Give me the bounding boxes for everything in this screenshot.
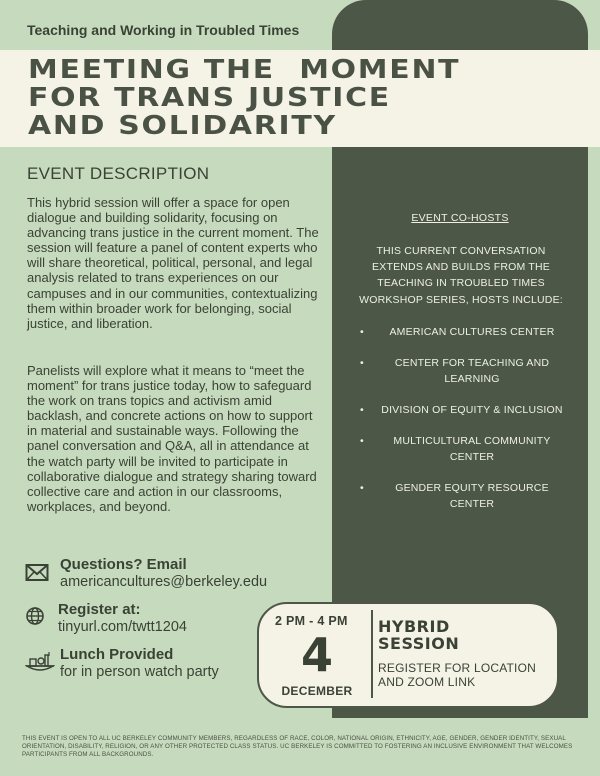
list-item (350, 402, 572, 418)
event-description-heading: EVENT DESCRIPTION (27, 164, 210, 183)
list-item (350, 433, 572, 465)
lunch-label: Lunch Provided (60, 646, 174, 663)
bullet-icon: • (360, 357, 364, 370)
list-item (350, 324, 572, 340)
register-note: REGISTER FOR LOCATION AND ZOOM LINK (378, 661, 536, 689)
description-paragraph: This hybrid session will offer a space for open dialogue and building solidarity, focusing on advancing trans justice in the current moment. The session will feature a panel of content experts who will share theoretical, political, personal, and legal analysis related to trans experiences on our campuses and in our communities, contextualizing them within broader work for belonging, social justice, and liberation. (27, 195, 319, 331)
description-paragraph: Panelists will explore what it means to “meet the moment” for trans justice today, how to safeguard the work on trans topics and activism amid backlash, and concrete actions on how to support in material and sustainable ways. Following the panel conversation and Q&A, all in attendance at the watch party will be invited to participate in collaborative dialogue and strategy sharing toward collective care and action in our classrooms, workplaces, and beyond. (27, 363, 317, 514)
host-name: DIVISION OF EQUITY & INCLUSION (381, 403, 563, 416)
event-format-line: HYBRID (378, 617, 450, 636)
bullet-icon: • (360, 434, 364, 447)
bullet-icon: • (360, 482, 364, 495)
globe-icon (25, 601, 47, 636)
event-format (378, 618, 459, 652)
host-name: MULTICULTURAL COMMUNITY CENTER (393, 434, 551, 464)
event-date-card (257, 602, 559, 708)
list-item (350, 480, 572, 512)
headline-line: AND SOLIDARITY (28, 111, 337, 141)
meal-icon (25, 646, 55, 681)
email-link[interactable]: americancultures@berkeley.edu (60, 574, 268, 590)
bullet-icon: • (360, 403, 364, 416)
cohosts-heading: EVENT CO-HOSTS (411, 212, 509, 224)
headline-line: FOR TRANS JUSTICE (28, 83, 391, 113)
card-divider (371, 610, 373, 698)
cohost-list (350, 324, 572, 528)
register-link[interactable]: tinyurl.com/twtt1204 (58, 619, 187, 635)
event-day: 4 (300, 628, 333, 682)
headline-line: MEETING THE MOMENT (28, 55, 461, 85)
list-item (350, 355, 572, 387)
cohosts-intro: THIS CURRENT CONVERSATION EXTENDS AND BUILDS FROM THE TEACHING IN TROUBLED TIMES WORKSHOP SERIES, HOSTS INCLUDE: (359, 245, 563, 306)
register-label: Register at: (58, 601, 141, 618)
event-format-line: SESSION (378, 634, 460, 653)
page-title (28, 56, 600, 140)
lunch-detail: for in person watch party (60, 664, 219, 680)
event-month: DECEMBER (281, 684, 353, 698)
host-name: CENTER FOR TEACHING AND LEARNING (394, 357, 550, 386)
host-name: GENDER EQUITY RESOURCE CENTER (395, 482, 549, 511)
event-time: 2 PM - 4 PM (275, 614, 348, 628)
footer-disclaimer: THIS EVENT IS OPEN TO ALL UC BERKELEY COMMUNITY MEMBERS, REGARDLESS OF RACE, COLOR, NATIONAL ORIGIN, ETHNICITY, AGE, GENDER, GENDER IDENTITY, SEXUAL ORIENTATION, DISABILITY, RELIGION, OR ANY OTHER PROTECTED CLASS STATUS. UC BERKELEY IS COMMITTED TO FOSTERING AN INCLUSIVE ENVIRONMENT THAT WELCOMES PARTICIPANTS FROM ALL BACKGROUNDS. (22, 735, 573, 759)
series-title: Teaching and Working in Troubled Times (27, 22, 300, 38)
envelope-icon (25, 556, 49, 591)
host-name: AMERICAN CULTURES CENTER (389, 326, 555, 338)
questions-label: Questions? Email (60, 556, 187, 573)
bullet-icon: • (360, 326, 364, 338)
